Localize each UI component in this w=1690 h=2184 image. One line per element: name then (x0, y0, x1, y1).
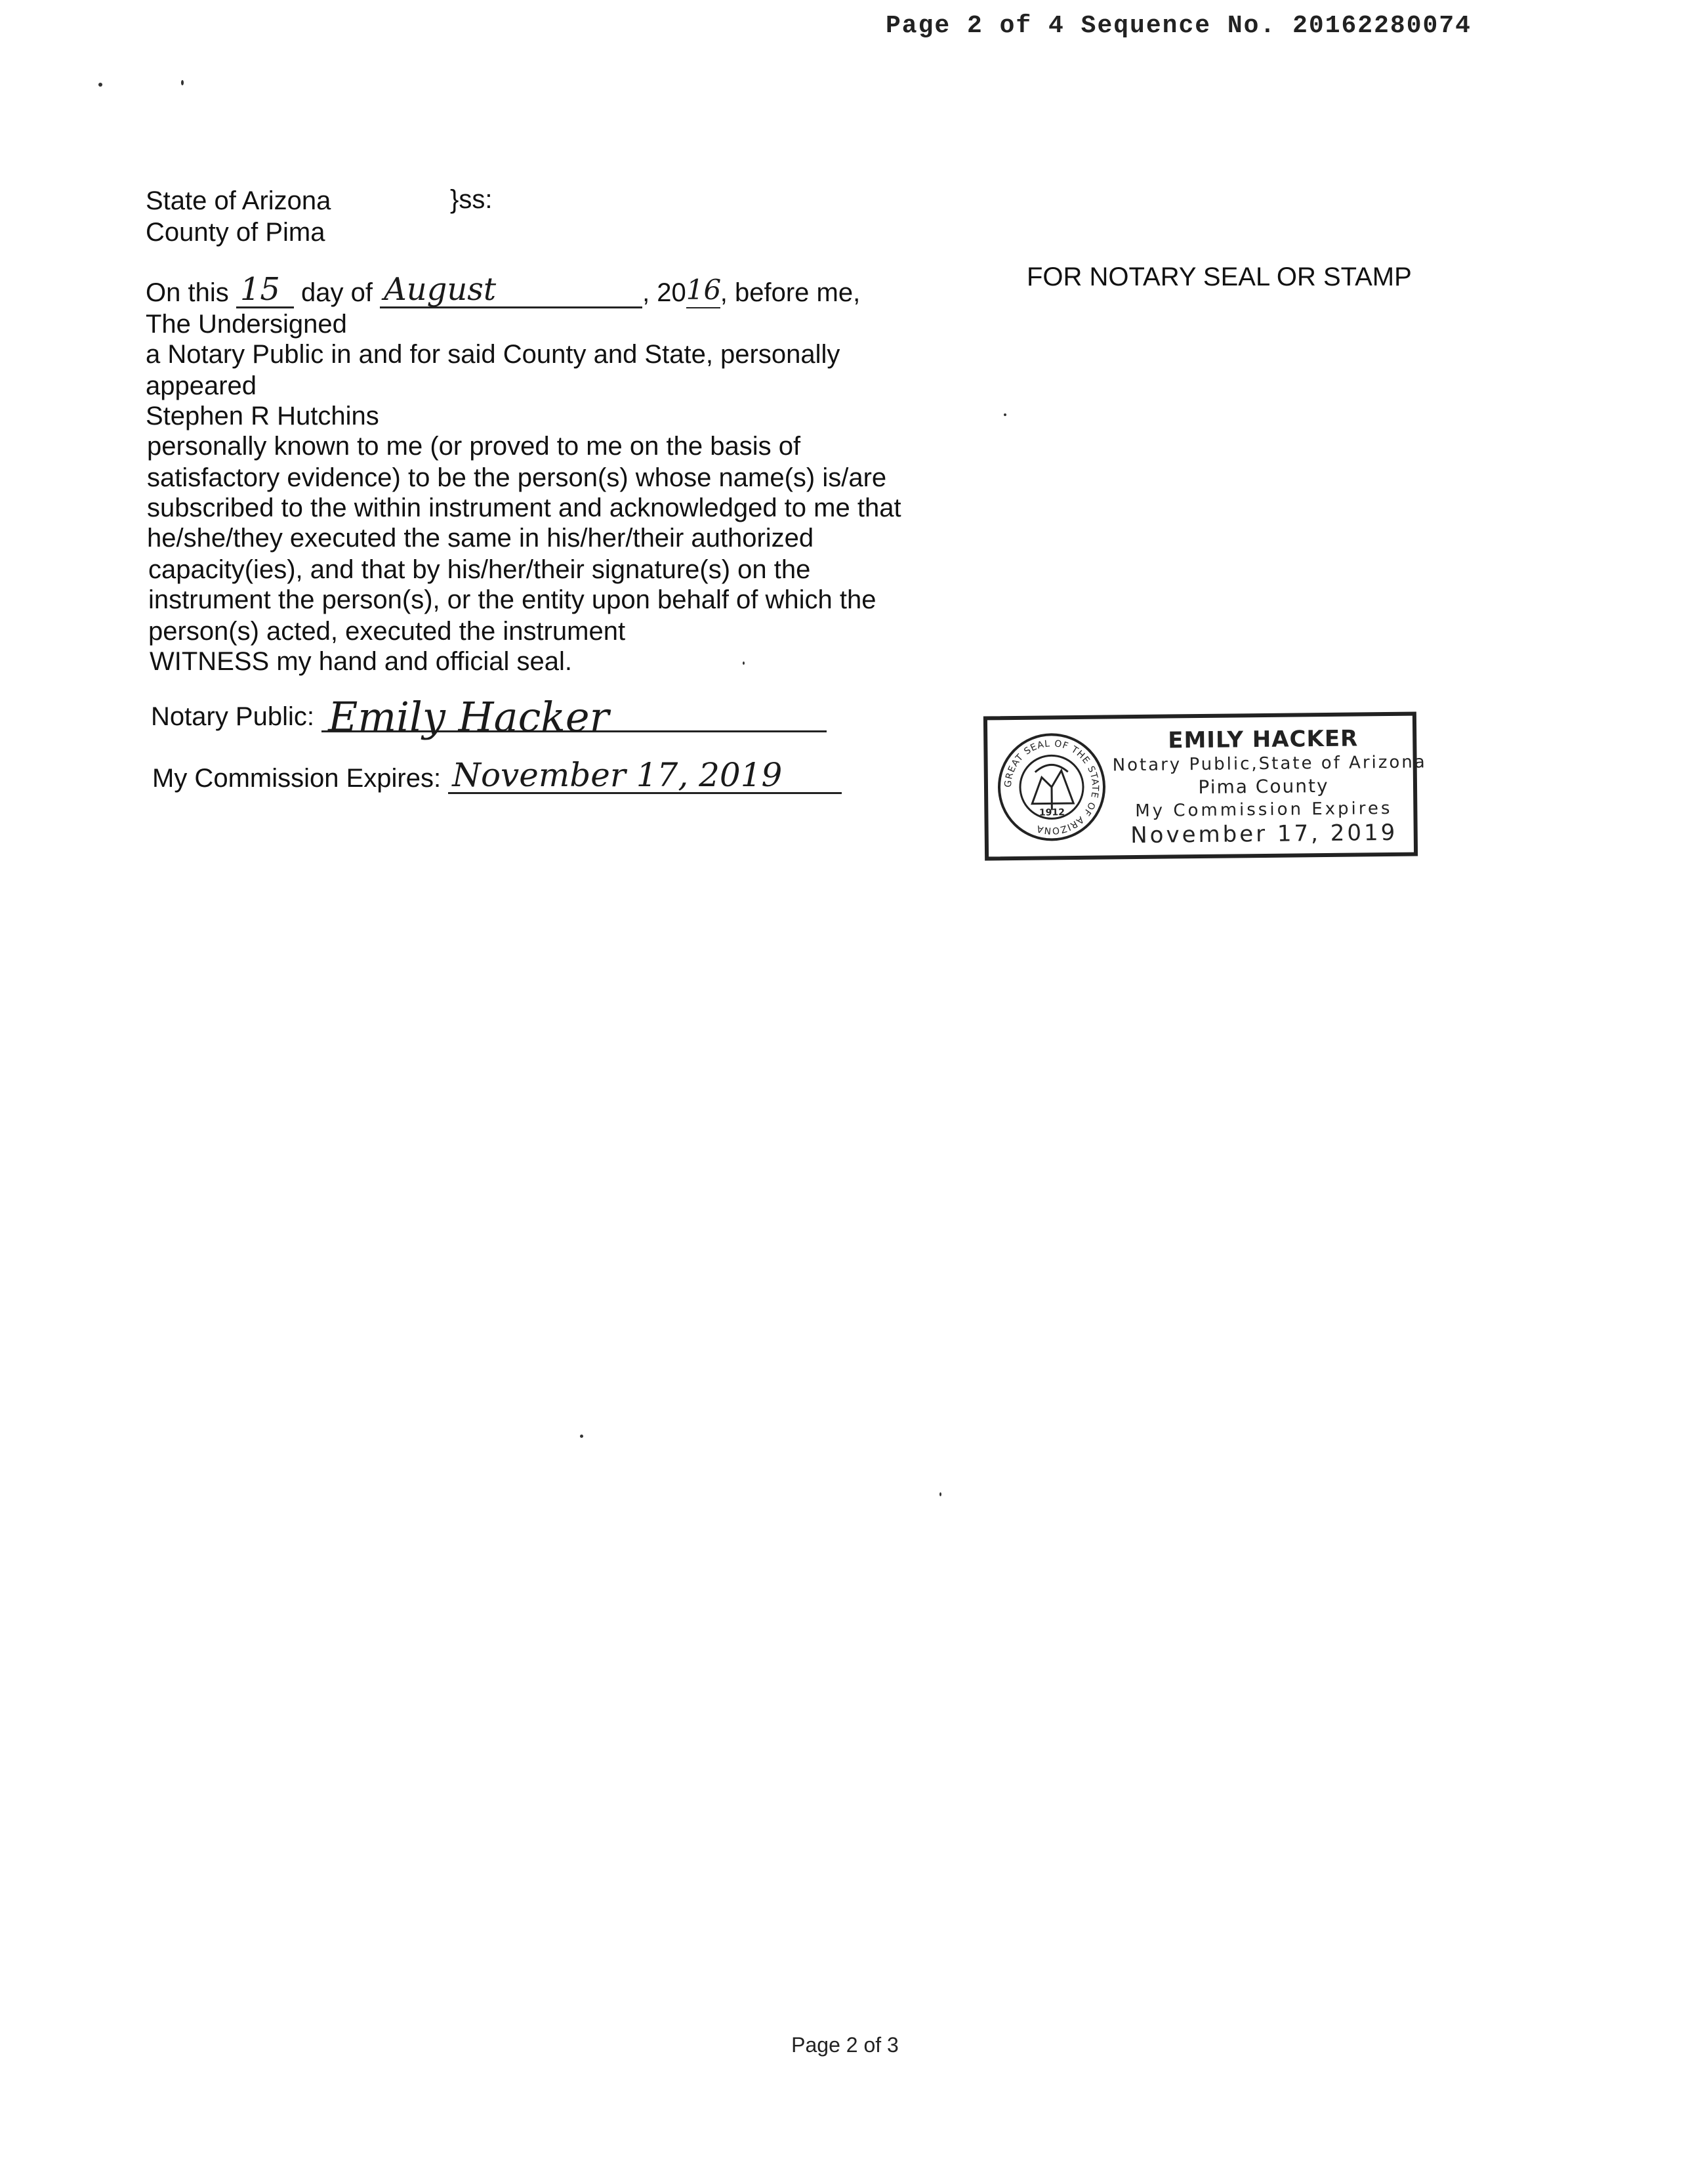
venue-county: County of Pima (146, 218, 325, 247)
scan-speck (939, 1492, 941, 1496)
year-blank (686, 274, 722, 308)
notary-signature: Emily Hacker (328, 693, 609, 741)
venue-ss: }ss: (450, 185, 493, 214)
arizona-state-seal-icon (995, 730, 1108, 843)
acknowledgment-date-line (146, 271, 861, 308)
stamp-text-block (1112, 725, 1427, 849)
signature-blank (321, 693, 827, 741)
sequence-header: Page 2 of 4 Sequence No. 20162280074 (886, 12, 1472, 40)
stamp-notary-name: EMILY HACKER (1168, 725, 1359, 754)
on-this-label: On this (146, 278, 229, 307)
notary-signature-line (151, 693, 827, 741)
acknowledgment-body-line: person(s) acted, executed the instrument (148, 617, 626, 646)
scan-speck (181, 80, 184, 85)
witness-line: WITNESS my hand and official seal. (150, 647, 572, 676)
venue-state: State of Arizona (146, 186, 331, 215)
commission-line (152, 756, 842, 794)
scan-speck (743, 662, 745, 665)
notary-stamp (983, 712, 1427, 861)
stamp-notary-title: Notary Public,State of Arizona (1112, 752, 1427, 776)
year-handwritten: 16 (686, 274, 722, 306)
commission-blank (448, 756, 842, 794)
stamp-expires-label: My Commission Expires (1135, 798, 1393, 822)
undersigned-line: The Undersigned (146, 310, 347, 339)
month-handwritten: August (384, 271, 497, 308)
acknowledgment-body-line: capacity(ies), and that by his/her/their signature(s) on the (148, 555, 811, 584)
scan-speck (98, 83, 102, 87)
page-number-footer: Page 2 of 3 (791, 2033, 899, 2057)
stamp-expires-date: November 17, 2019 (1130, 819, 1398, 849)
acknowledgment-body-line: subscribed to the within instrument and acknowledged to me that (147, 494, 901, 522)
before-me-label: , before me, (720, 278, 861, 307)
acknowledgment-body-line: personally known to me (or proved to me on the basis of (147, 432, 801, 461)
month-blank (380, 271, 642, 308)
notary-line-2: appeared (146, 371, 257, 400)
acknowledgment-body-line: instrument the person(s), or the entity upon behalf of which the (148, 585, 876, 614)
day-of-label: day of (300, 278, 373, 307)
stamp-county: Pima County (1198, 774, 1329, 799)
commission-expires-label: My Commission Expires: (152, 764, 442, 793)
notary-public-label: Notary Public: (151, 702, 314, 731)
person-name: Stephen R Hutchins (146, 402, 379, 430)
day-handwritten: 15 (239, 271, 280, 308)
acknowledgment-body-line: satisfactory evidence) to be the person(s) whose name(s) is/are (147, 463, 887, 492)
day-blank (236, 271, 294, 308)
scan-speck (1004, 413, 1006, 416)
commission-expires-handwritten: November 17, 2019 (452, 756, 783, 794)
seal-ring-text: GREAT SEAL OF THE STATE OF ARIZONA (1002, 738, 1101, 836)
acknowledgment-body-line: he/she/they executed the same in his/her/their authorized (147, 524, 814, 553)
year-prefix: , 20 (642, 278, 686, 307)
scan-speck (580, 1435, 583, 1438)
notary-seal-caption: FOR NOTARY SEAL OR STAMP (1027, 262, 1412, 291)
notary-line-1: a Notary Public in and for said County and State, personally (146, 340, 840, 369)
seal-year: 1912 (1039, 807, 1065, 818)
